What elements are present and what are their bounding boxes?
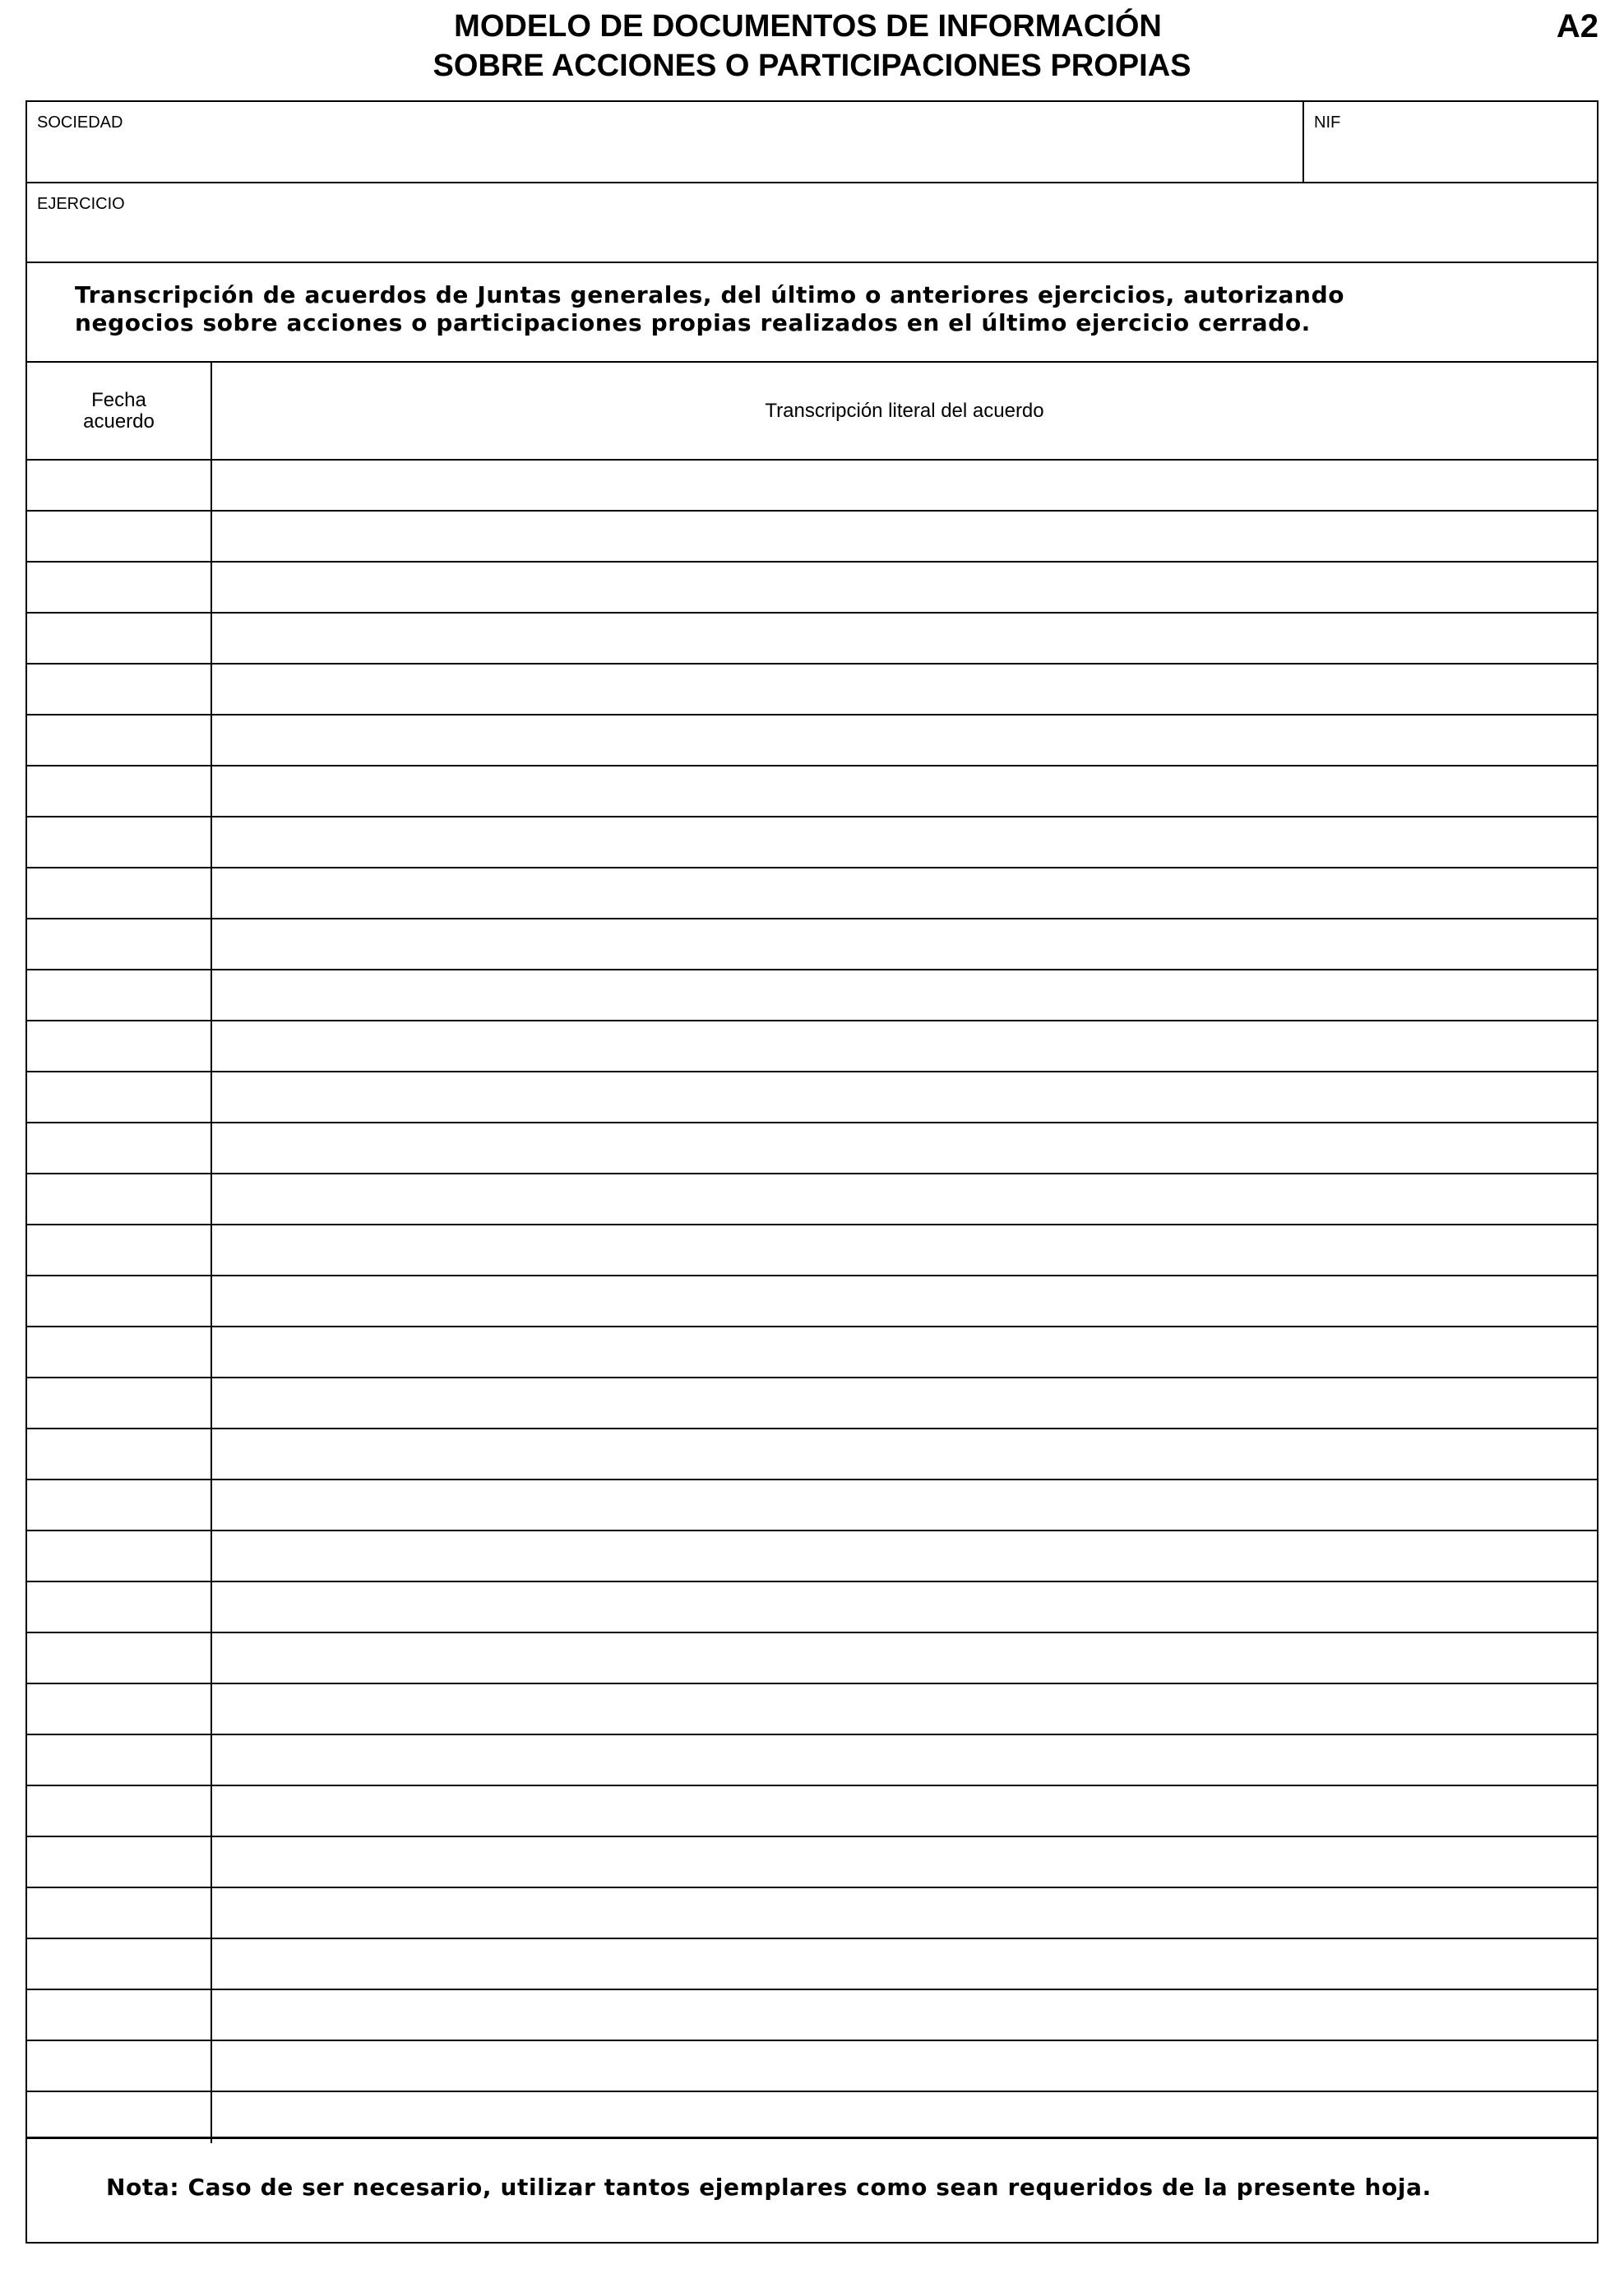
- transcripcion-cell[interactable]: [212, 614, 1597, 663]
- fecha-cell[interactable]: [27, 1378, 212, 1428]
- fecha-cell[interactable]: [27, 461, 212, 510]
- document-title: [0, 7, 1624, 86]
- form-frame: [25, 100, 1599, 2244]
- transcripcion-cell[interactable]: [212, 1480, 1597, 1530]
- fecha-cell[interactable]: [27, 817, 212, 867]
- column-header-transcripcion-label: Transcripción literal del acuerdo: [765, 399, 1044, 422]
- fecha-cell[interactable]: [27, 1072, 212, 1122]
- fecha-cell[interactable]: [27, 2041, 212, 2091]
- table-row: [27, 766, 1597, 817]
- table-row: [27, 614, 1597, 665]
- transcripcion-cell[interactable]: [212, 1174, 1597, 1224]
- fecha-cell[interactable]: [27, 715, 212, 765]
- column-header-transcripcion: [212, 363, 1597, 459]
- sociedad-label: SOCIEDAD: [37, 113, 123, 132]
- fecha-cell[interactable]: [27, 1582, 212, 1632]
- transcripcion-cell[interactable]: [212, 1378, 1597, 1428]
- table-row: [27, 970, 1597, 1021]
- fecha-cell[interactable]: [27, 1735, 212, 1785]
- instruction-text: Transcripción de acuerdos de Juntas generales, del último o anteriores ejercicios, autorizando negocios sobre acciones o participaciones propias realizados en el último ejercicio cerrado.: [75, 281, 1345, 336]
- title-line-1: MODELO DE DOCUMENTOS DE INFORMACIÓN: [454, 9, 1162, 44]
- table-row: [27, 817, 1597, 868]
- table-row: [27, 1990, 1597, 2041]
- fecha-cell[interactable]: [27, 1429, 212, 1479]
- transcripcion-cell[interactable]: [212, 1123, 1597, 1173]
- transcripcion-cell[interactable]: [212, 766, 1597, 816]
- fecha-cell[interactable]: [27, 1888, 212, 1938]
- transcripcion-cell[interactable]: [212, 1786, 1597, 1836]
- fecha-cell[interactable]: [27, 970, 212, 1020]
- table-row: [27, 2092, 1597, 2143]
- nif-label: NIF: [1314, 113, 1341, 132]
- fecha-cell[interactable]: [27, 1123, 212, 1173]
- table-body: [27, 461, 1597, 2137]
- fecha-cell[interactable]: [27, 1633, 212, 1683]
- table-row: [27, 1633, 1597, 1684]
- transcripcion-cell[interactable]: [212, 1684, 1597, 1734]
- fecha-cell[interactable]: [27, 614, 212, 663]
- fecha-cell[interactable]: [27, 919, 212, 969]
- footer-note-box: [27, 2137, 1597, 2244]
- table-row: [27, 1276, 1597, 1327]
- sociedad-field[interactable]: [27, 102, 1304, 182]
- transcripcion-cell[interactable]: [212, 868, 1597, 918]
- transcripcion-cell[interactable]: [212, 1327, 1597, 1377]
- fecha-cell[interactable]: [27, 1990, 212, 2040]
- instruction-box: [27, 263, 1597, 363]
- table-row: [27, 1480, 1597, 1531]
- fecha-cell[interactable]: [27, 1837, 212, 1887]
- fecha-cell[interactable]: [27, 512, 212, 561]
- nif-field[interactable]: [1304, 102, 1597, 182]
- transcripcion-cell[interactable]: [212, 2041, 1597, 2091]
- transcripcion-cell[interactable]: [212, 1225, 1597, 1275]
- table-header: [27, 363, 1597, 461]
- transcripcion-cell[interactable]: [212, 512, 1597, 561]
- transcripcion-cell[interactable]: [212, 1837, 1597, 1887]
- fecha-cell[interactable]: [27, 1174, 212, 1224]
- transcripcion-cell[interactable]: [212, 1531, 1597, 1581]
- sociedad-row: [27, 102, 1597, 183]
- transcripcion-cell[interactable]: [212, 1939, 1597, 1989]
- fecha-cell[interactable]: [27, 665, 212, 714]
- table-row: [27, 1021, 1597, 1072]
- table-row: [27, 665, 1597, 715]
- transcripcion-cell[interactable]: [212, 970, 1597, 1020]
- table-row: [27, 563, 1597, 614]
- table-row: [27, 1582, 1597, 1633]
- transcripcion-cell[interactable]: [212, 461, 1597, 510]
- table-row: [27, 1174, 1597, 1225]
- table-row: [27, 868, 1597, 919]
- fecha-cell[interactable]: [27, 2092, 212, 2143]
- table-row: [27, 1735, 1597, 1786]
- table-row: [27, 1684, 1597, 1735]
- column-header-fecha-label: Fecha acuerdo: [83, 388, 155, 433]
- ejercicio-label: EJERCICIO: [37, 195, 125, 213]
- footer-note: Nota: Caso de ser necesario, utilizar tantos ejemplares como sean requeridos de la presente hoja.: [106, 2174, 1432, 2201]
- form-code: A2: [1556, 8, 1599, 44]
- table-row: [27, 461, 1597, 512]
- fecha-cell[interactable]: [27, 1480, 212, 1530]
- fecha-cell[interactable]: [27, 1225, 212, 1275]
- table-row: [27, 919, 1597, 970]
- table-row: [27, 1888, 1597, 1939]
- fecha-cell[interactable]: [27, 1786, 212, 1836]
- fecha-cell[interactable]: [27, 1021, 212, 1071]
- transcripcion-cell[interactable]: [212, 1582, 1597, 1632]
- table-row: [27, 1072, 1597, 1123]
- table-row: [27, 1531, 1597, 1582]
- title-line-2: SOBRE ACCIONES O PARTICIPACIONES PROPIAS: [433, 49, 1191, 83]
- transcripcion-cell[interactable]: [212, 1021, 1597, 1071]
- table-row: [27, 1378, 1597, 1429]
- table-row: [27, 1939, 1597, 1990]
- ejercicio-field[interactable]: [27, 183, 1597, 263]
- fecha-cell[interactable]: [27, 1327, 212, 1377]
- fecha-cell[interactable]: [27, 1939, 212, 1989]
- transcripcion-cell[interactable]: [212, 1990, 1597, 2040]
- column-header-fecha: [27, 363, 212, 459]
- transcripcion-cell[interactable]: [212, 1633, 1597, 1683]
- table-row: [27, 512, 1597, 563]
- transcripcion-cell[interactable]: [212, 665, 1597, 714]
- table-row: [27, 715, 1597, 766]
- fecha-cell[interactable]: [27, 766, 212, 816]
- table-row: [27, 1837, 1597, 1888]
- fecha-cell[interactable]: [27, 1684, 212, 1734]
- transcripcion-cell[interactable]: [212, 919, 1597, 969]
- transcripcion-cell[interactable]: [212, 1072, 1597, 1122]
- table-row: [27, 2041, 1597, 2092]
- transcripcion-cell[interactable]: [212, 1735, 1597, 1785]
- fecha-cell[interactable]: [27, 868, 212, 918]
- table-row: [27, 1786, 1597, 1837]
- fecha-cell[interactable]: [27, 1276, 212, 1326]
- table-row: [27, 1429, 1597, 1480]
- fecha-cell[interactable]: [27, 1531, 212, 1581]
- transcripcion-cell[interactable]: [212, 1276, 1597, 1326]
- transcripcion-cell[interactable]: [212, 1429, 1597, 1479]
- transcripcion-cell[interactable]: [212, 2092, 1597, 2143]
- table-row: [27, 1327, 1597, 1378]
- transcripcion-cell[interactable]: [212, 563, 1597, 612]
- table-row: [27, 1123, 1597, 1174]
- transcripcion-cell[interactable]: [212, 1888, 1597, 1938]
- transcripcion-cell[interactable]: [212, 715, 1597, 765]
- table-row: [27, 1225, 1597, 1276]
- transcripcion-cell[interactable]: [212, 817, 1597, 867]
- fecha-cell[interactable]: [27, 563, 212, 612]
